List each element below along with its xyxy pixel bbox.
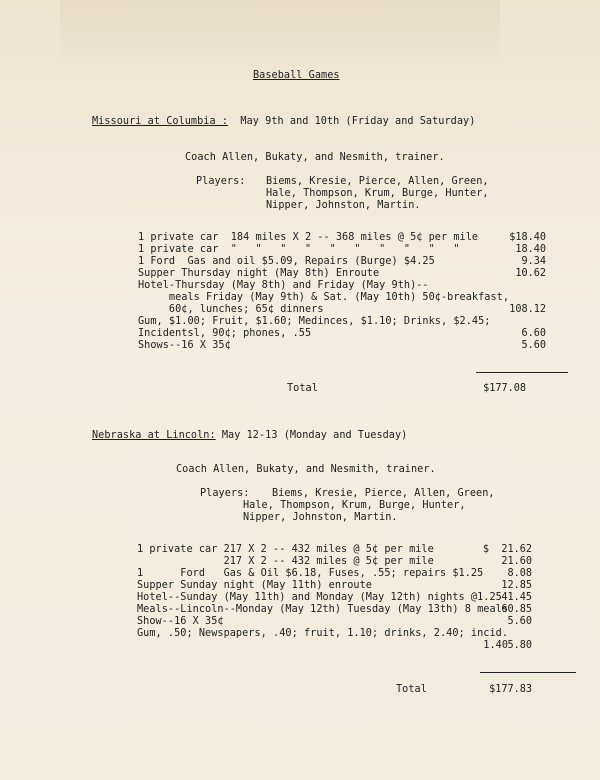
expense-amount: 12.85	[501, 580, 532, 591]
trip-place: Missouri at Columbia :	[92, 116, 229, 127]
expense-line: Incidentsl, 90¢; phones, .55	[138, 328, 312, 339]
players-line: Biems, Kresie, Pierce, Allen, Green,	[266, 176, 489, 187]
expense-amount: 21.60	[501, 556, 532, 567]
expense-amount: $18.40	[509, 232, 546, 243]
players-label: Players:	[200, 488, 250, 499]
players-label: Players:	[196, 176, 246, 187]
expense-amount: 5.60	[521, 340, 546, 351]
total-amount: $177.83	[489, 684, 532, 695]
expense-amount: 9.34	[521, 256, 546, 267]
expense-line: meals Friday (May 9th) & Sat. (May 10th) 50¢-breakfast,	[138, 292, 510, 303]
trip-dates: May 12-13 (Monday and Tuesday)	[221, 430, 408, 441]
expense-line: 1 Ford Gas and oil $5.09, Repairs (Burge) $4.25	[138, 256, 435, 267]
expense-line: 217 X 2 -- 432 miles @ 5¢ per mile	[137, 556, 434, 567]
paper-stain	[60, 0, 500, 70]
expense-amount: 41.45	[501, 592, 532, 603]
total-rule	[476, 372, 568, 373]
total-amount: $177.08	[483, 383, 526, 394]
expense-line: Shows--16 X 35¢	[138, 340, 231, 351]
trip-dates: May 9th and 10th (Friday and Saturday)	[240, 116, 476, 127]
trip-heading	[92, 116, 475, 128]
expense-amount: 6.60	[521, 328, 546, 339]
expense-amount: 5.80	[507, 640, 532, 651]
players-line: Biems, Kresie, Pierce, Allen, Green,	[272, 488, 495, 499]
trip-place: Nebraska at Lincoln:	[92, 430, 216, 441]
expense-amount: 8.08	[507, 568, 532, 579]
expense-line: Hotel--Sunday (May 11th) and Monday (May 12th) nights @1.25	[137, 592, 502, 603]
expense-line: Supper Sunday night (May 11th) enroute	[137, 580, 372, 591]
total-rule	[480, 672, 576, 673]
players-line: Hale, Thompson, Krum, Burge, Hunter,	[243, 500, 466, 511]
expense-line: 1 Ford Gas & Oil $6.18, Fuses, .55; repairs $1.25	[137, 568, 484, 579]
trip-heading	[92, 430, 407, 442]
expense-line: 1 private car 184 miles X 2 -- 368 miles @ 5¢ per mile	[138, 232, 479, 243]
expense-line: Hotel-Thursday (May 8th) and Friday (May 9th)--	[138, 280, 429, 291]
expense-line: Meals--Lincoln--Monday (May 12th) Tuesday (May 13th) 8 meals	[137, 604, 509, 615]
expense-amount: 5.60	[507, 616, 532, 627]
document-title: Baseball Games	[253, 70, 340, 81]
expense-line: Gum, .50; Newspapers, .40; fruit, 1.10; drinks, 2.40; incid.	[137, 628, 509, 639]
expense-line: Show--16 X 35¢	[137, 616, 224, 627]
expense-line: Gum, $1.00; Fruit, $1.60; Medinces, $1.10; Drinks, $2.45;	[138, 316, 491, 327]
coach-line: Coach Allen, Bukaty, and Nesmith, trainer.	[176, 464, 436, 475]
total-label: Total	[287, 383, 318, 394]
expense-line: Supper Thursday night (May 8th) Enroute	[138, 268, 380, 279]
expense-line: 1 private car " " " " " " " " " "	[138, 244, 460, 255]
expense-line: 60¢, lunches; 65¢ dinners	[138, 304, 324, 315]
players-line: Nipper, Johnston, Martin.	[266, 200, 421, 211]
expense-amount: $ 21.62	[482, 544, 532, 555]
expense-amount: 108.12	[509, 304, 546, 315]
expense-line: 1.40	[137, 640, 509, 651]
coach-line: Coach Allen, Bukaty, and Nesmith, trainer.	[185, 152, 445, 163]
players-line: Hale, Thompson, Krum, Burge, Hunter,	[266, 188, 489, 199]
players-line: Nipper, Johnston, Martin.	[243, 512, 398, 523]
expense-line: 1 private car 217 X 2 -- 432 miles @ 5¢ per mile	[137, 544, 434, 555]
expense-amount: 18.40	[515, 244, 546, 255]
expense-amount: 10.62	[515, 268, 546, 279]
expense-amount: 60.85	[501, 604, 532, 615]
total-label: Total	[396, 684, 427, 695]
